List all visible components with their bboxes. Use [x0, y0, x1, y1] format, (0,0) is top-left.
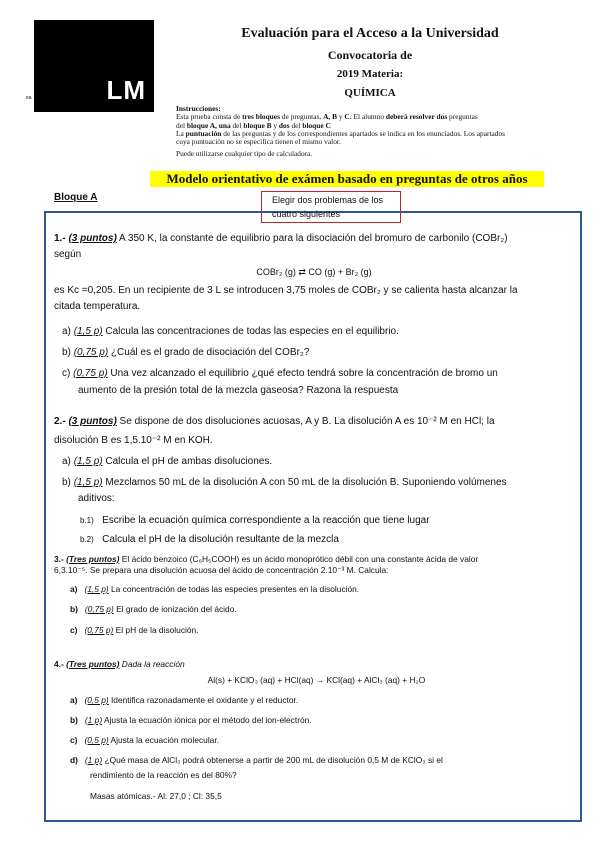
- exam-title: Evaluación para el Acceso a la Universidad: [241, 26, 499, 41]
- question-2-part-b: b) (1,5 p) Mezclamos 50 mL de la disolución A con 50 mL de la disolución B. Suponiendo volúmenes aditivos:: [62, 477, 507, 504]
- instructions-line-5: Puede utilizarse cualquier tipo de calculadora.: [176, 149, 313, 159]
- question-2-part-a: a) (1,5 p) Calcula el pH de ambas disoluciones.: [62, 456, 273, 467]
- question-3-part-b: b) (0,75 p) El grado de ionización del ácido.: [70, 604, 237, 614]
- question-3: 3.- (Tres puntos) El ácido benzoico (C₆H₅COOH) es un ácido monoprótico débil con una constante ácida de valor 6,3.10⁻⁵. Se prepara una disolución acuosa del ácido de concentración 2.10⁻³ M. Calcula:: [54, 554, 479, 575]
- question-2-part-b2: b.2) Calcula el pH de la disolución resultante de la mezcla: [80, 534, 339, 545]
- question-4-part-d: d) (1 p) ¿Qué masa de AlCl₃ podrá obtenerse a partir de 200 mL de disolución 0,5 M de KClO₃ si el rendimiento de la reacción es del 80%? Masas atómicas.- Al: 27,0 ; Cl: 35,5: [70, 755, 575, 802]
- logo-fragment: ea: [26, 95, 32, 101]
- instructions-heading: Instrucciones:: [176, 104, 221, 113]
- instructions-line-1: Esta prueba consta de tres bloques de preguntas, A, B y C. El alumno deberá resolver dos preguntas: [176, 112, 478, 122]
- instructions: [176, 105, 576, 159]
- convocatoria-label: Convocatoria de: [327, 48, 413, 62]
- question-1-part-c: c) (0,75 p) Una vez alcanzado el equilibrio ¿qué efecto tendrá sobre la concentración de bromo un aumento de la presión total de la mezcla gaseosa? Razona la respuesta: [62, 368, 498, 396]
- model-banner: Modelo orientativo de exámen basado en preguntas de otros años: [150, 171, 544, 187]
- question-4-part-a: a) (0,5 p) Identifica razonadamente el oxidante y el reductor.: [70, 695, 299, 705]
- equilibrium-equation: COBr₂ (g) ⇄ CO (g) + Br₂ (g): [256, 267, 372, 277]
- year-subject-label: 2019 Materia:: [336, 68, 404, 80]
- question-3-part-a: a) (1,5 p) La concentración de todas las especies presentes en la disolución.: [70, 584, 360, 594]
- university-logo: [34, 20, 154, 112]
- question-4-part-c: c) (0,5 p) Ajusta la ecuación molecular.: [70, 735, 219, 745]
- instructions-line-4: cuya puntuación no se especifica tienen el mismo valor.: [176, 137, 341, 147]
- question-1-part-b: b) (0,75 p) ¿Cuál es el grado de disociación del COBr₂?: [62, 347, 310, 358]
- question-4: 4.- (Tres puntos) Dada la reacción Al(s) + KClO₃ (aq) + HCl(aq) → KCl(aq) + AlCl₃ (aq) + H₂O: [54, 659, 579, 686]
- question-2: 2.- (3 puntos) Se dispone de dos disoluciones acuosas, A y B. La disolución A es 10⁻² M en HCl; la disolución B es 1,5.10⁻² M en KOH.: [54, 416, 495, 446]
- atomic-masses: Masas atómicas.- Al: 27,0 ; Cl: 35,5: [90, 791, 222, 801]
- question-3-part-c: c) (0,75 p) El pH de la disolución.: [70, 625, 199, 635]
- subject-name: QUÍMICA: [344, 87, 396, 99]
- redox-equation: Al(s) + KClO₃ (aq) + HCl(aq) → KCl(aq) + AlCl₃ (aq) + H₂O: [207, 675, 426, 685]
- question-1-part-a: a) (1,5 p) Calcula las concentraciones de todas las especies en el equilibrio.: [62, 326, 399, 337]
- question-1: 1.- (3 puntos) A 350 K, la constante de equilibrio para la disociación del bromuro de carbonilo (COBr₂) según COBr₂ (g) ⇄ CO (g) + Br₂ (g) es Kc =0,205. En un recipiente de 3 L se introducen 3,75 moles de COBr₂ y se calienta hasta alcanzar la citada temperatura.: [54, 232, 574, 313]
- block-heading: Bloque A: [54, 192, 98, 203]
- question-2-part-b1: b.1) Escribe la ecuación química correspondiente a la reacción que tiene lugar: [80, 515, 430, 526]
- instructions-line-3: La puntuación de las preguntas y de los correspondientes apartados se indica en los enunciados. Los apartados: [176, 128, 506, 138]
- logo-text: LM: [106, 75, 146, 105]
- question-4-part-b: b) (1 p) Ajusta la ecuación iónica por el método del ion-electrón.: [70, 715, 312, 725]
- instructions-line-2: del bloque A, una del bloque B y dos del bloque C: [176, 120, 331, 130]
- choice-note: Elegir dos problemas de los cuatro siguientes: [261, 191, 401, 223]
